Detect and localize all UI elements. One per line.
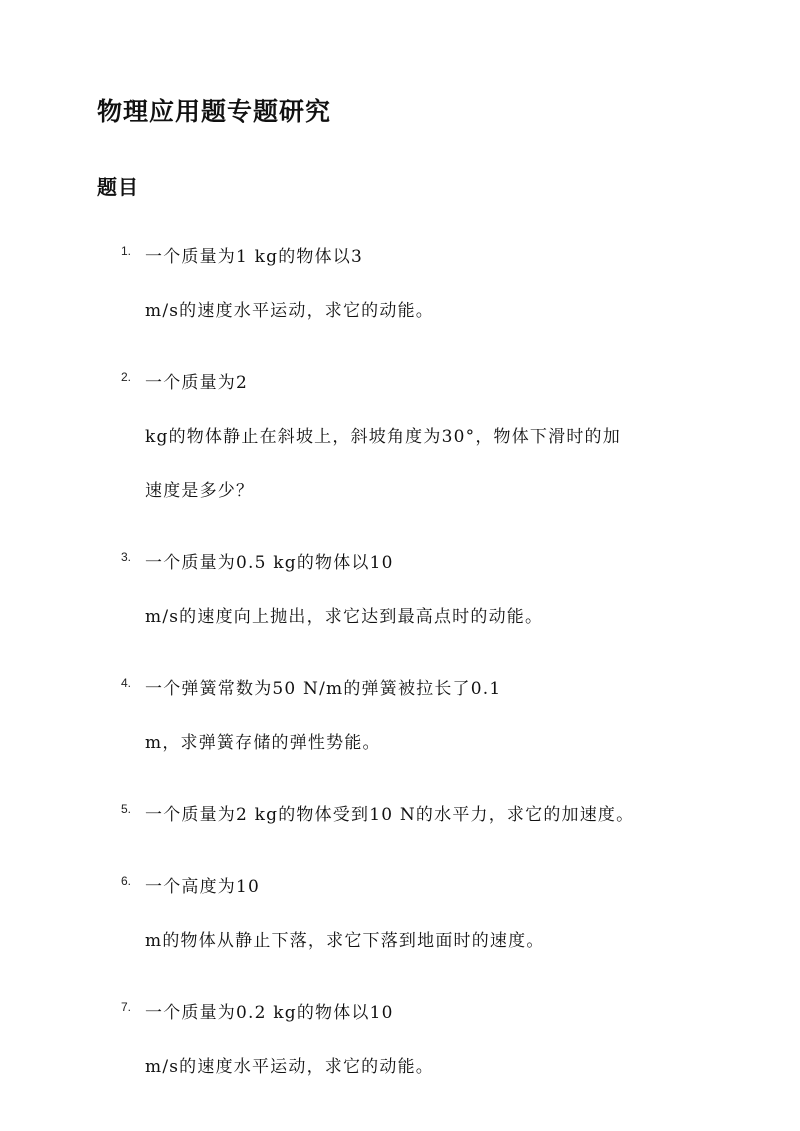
question-item xyxy=(0,986,800,1094)
question-text xyxy=(145,356,695,518)
question-number: 3. xyxy=(121,550,132,564)
question-text xyxy=(145,230,695,338)
question-line: m/s的速度向上抛出，求它达到最高点时的动能。 xyxy=(145,607,544,627)
question-item xyxy=(0,662,800,770)
question-line: 一个质量为0.2 kg的物体以10 xyxy=(145,1003,394,1023)
question-number: 1. xyxy=(121,244,132,258)
section-heading: 题目 xyxy=(97,175,139,199)
question-line: 一个高度为10 xyxy=(145,877,261,897)
question-line: 一个质量为0.5 kg的物体以10 xyxy=(145,553,394,573)
document-title: 物理应用题专题研究 xyxy=(97,97,332,126)
question-line: 一个质量为1 kg的物体以3 xyxy=(145,247,364,267)
question-line: kg的物体静止在斜坡上，斜坡角度为30°，物体下滑时的加 xyxy=(145,427,621,447)
question-number: 6. xyxy=(121,874,132,888)
question-list xyxy=(0,230,800,1112)
question-number: 5. xyxy=(121,802,132,816)
question-line: 一个弹簧常数为50 N/m的弹簧被拉长了0.1 xyxy=(145,679,502,699)
question-item xyxy=(0,788,800,842)
question-line: 一个质量为2 xyxy=(145,373,249,393)
question-item xyxy=(0,536,800,644)
question-text xyxy=(145,986,695,1094)
question-number: 4. xyxy=(121,676,132,690)
question-item xyxy=(0,356,800,518)
question-item xyxy=(0,230,800,338)
question-line: m的物体从静止下落，求它下落到地面时的速度。 xyxy=(145,931,545,951)
question-line: 一个质量为2 kg的物体受到10 N的水平力，求它的加速度。 xyxy=(145,805,635,825)
question-line: m，求弹簧存储的弹性势能。 xyxy=(145,733,381,753)
question-item xyxy=(0,860,800,968)
question-text xyxy=(145,788,695,842)
question-number: 7. xyxy=(121,1000,132,1014)
question-text xyxy=(145,860,695,968)
question-line: 速度是多少？ xyxy=(145,481,255,501)
question-line: m/s的速度水平运动，求它的动能。 xyxy=(145,1057,434,1077)
question-line: m/s的速度水平运动，求它的动能。 xyxy=(145,301,434,321)
question-text xyxy=(145,536,695,644)
question-text xyxy=(145,662,695,770)
question-number: 2. xyxy=(121,370,132,384)
